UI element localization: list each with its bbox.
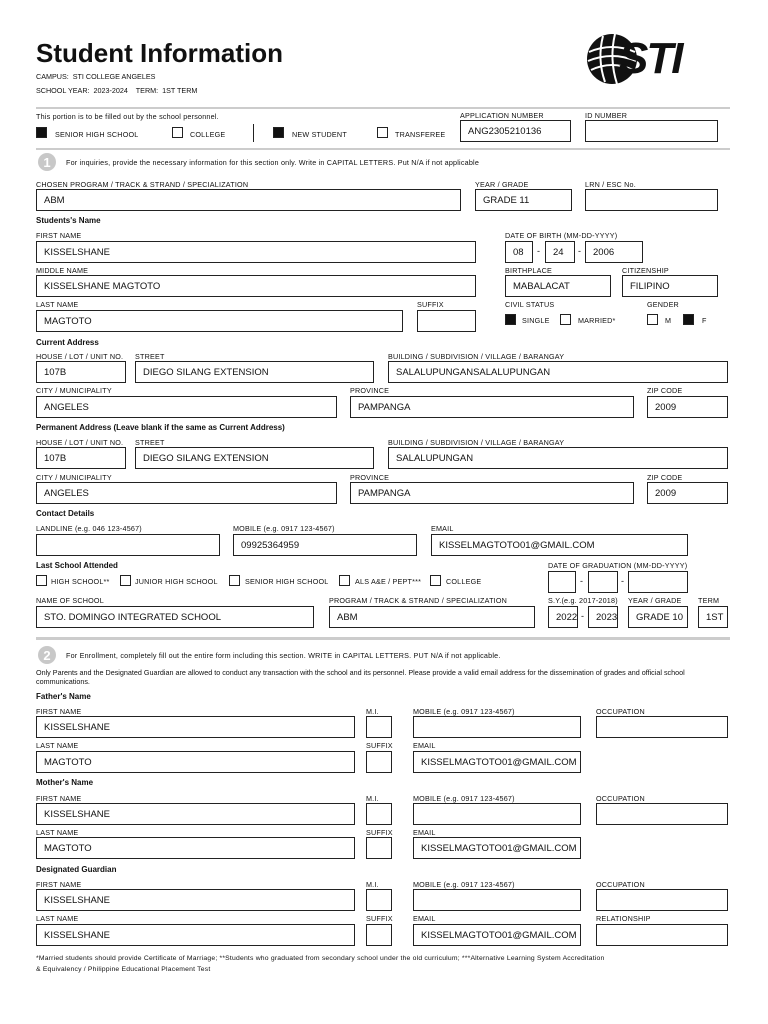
- current-house-label: HOUSE / LOT / UNIT NO.: [36, 352, 124, 361]
- hs-label: HIGH SCHOOL**: [51, 577, 110, 586]
- landline-label: LANDLINE (e.g. 046 123-4567): [36, 524, 142, 533]
- als-checkbox[interactable]: [339, 575, 350, 586]
- mother-last-name-field[interactable]: MAGTOTO: [36, 837, 355, 859]
- last-shs-checkbox[interactable]: [229, 575, 240, 586]
- program-label: CHOSEN PROGRAM / TRACK & STRAND / SPECIALIZATION: [36, 180, 249, 189]
- shs-checkbox[interactable]: [36, 127, 47, 138]
- father-first-name-field[interactable]: KISSELSHANE: [36, 716, 355, 738]
- guardian-suffix-label: SUFFIX: [366, 914, 393, 923]
- guardian-email-label: EMAIL: [413, 914, 436, 923]
- suffix-label: SUFFIX: [417, 300, 444, 309]
- college-checkbox[interactable]: [172, 127, 183, 138]
- mother-mi-label: M.I.: [366, 794, 379, 803]
- permanent-address-heading: Permanent Address (Leave blank if the same as Current Address): [36, 423, 285, 432]
- dash: -: [621, 576, 624, 586]
- mother-mobile-field[interactable]: [413, 803, 581, 825]
- gender-label: GENDER: [647, 300, 679, 309]
- guardian-occupation-field[interactable]: [596, 889, 728, 911]
- last-year-grade-field[interactable]: GRADE 10: [628, 606, 688, 628]
- permanent-street-label: STREET: [135, 438, 165, 447]
- guardian-last-name-field[interactable]: KISSELSHANE: [36, 924, 355, 946]
- current-street-field[interactable]: DIEGO SILANG EXTENSION: [135, 361, 374, 383]
- suffix-field[interactable]: [417, 310, 476, 332]
- mother-heading: Mother's Name: [36, 778, 94, 787]
- sti-logo: [585, 32, 701, 88]
- admin-note: This portion is to be filled out by the school personnel.: [36, 112, 219, 121]
- current-house-field[interactable]: 107B: [36, 361, 126, 383]
- campus-label: CAMPUS:: [36, 72, 69, 81]
- year-grade-label: YEAR / GRADE: [475, 180, 529, 189]
- father-suffix-field[interactable]: [366, 751, 392, 773]
- gender-m-label: M: [665, 316, 672, 325]
- father-mi-label: M.I.: [366, 707, 379, 716]
- id-number-field[interactable]: [585, 120, 718, 142]
- guardian-occupation-label: OCCUPATION: [596, 880, 645, 889]
- current-city-label: CITY / MUNICIPALITY: [36, 386, 112, 395]
- father-occupation-label: OCCUPATION: [596, 707, 645, 716]
- father-heading: Father's Name: [36, 692, 91, 701]
- section-1-badge: 1: [38, 153, 56, 171]
- gender-f-label: F: [702, 316, 707, 325]
- grad-year-field[interactable]: [628, 571, 688, 593]
- last-program-label: PROGRAM / TRACK & STRAND / SPECIALIZATION: [329, 596, 508, 605]
- last-program-field[interactable]: ABM: [329, 606, 535, 628]
- current-street-label: STREET: [135, 352, 165, 361]
- first-name-label: FIRST NAME: [36, 231, 82, 240]
- contact-heading: Contact Details: [36, 509, 95, 518]
- mother-suffix-label: SUFFIX: [366, 828, 393, 837]
- citizenship-field[interactable]: FILIPINO: [622, 275, 718, 297]
- last-term-label: TERM: [698, 596, 720, 605]
- id-number-label: ID NUMBER: [585, 111, 628, 120]
- permanent-building-label: BUILDING / SUBDIVISION / VILLAGE / BARANGAY: [388, 438, 565, 447]
- guardian-email-field[interactable]: KISSELMAGTOTO01@GMAIL.COM: [413, 924, 581, 946]
- permanent-city-field[interactable]: ANGELES: [36, 482, 337, 504]
- shs-label: SENIOR HIGH SCHOOL: [55, 130, 139, 139]
- dash: -: [581, 611, 584, 621]
- dob-year-field[interactable]: 2006: [585, 241, 643, 263]
- father-email-label: EMAIL: [413, 741, 436, 750]
- guardian-suffix-field[interactable]: [366, 924, 392, 946]
- dob-day-field[interactable]: 24: [545, 241, 575, 263]
- permanent-city-label: CITY / MUNICIPALITY: [36, 473, 112, 482]
- mother-suffix-field[interactable]: [366, 837, 392, 859]
- logo-text: STI: [619, 34, 682, 83]
- guardian-relationship-field[interactable]: [596, 924, 728, 946]
- current-province-field[interactable]: PAMPANGA: [350, 396, 634, 418]
- middle-name-label: MIDDLE NAME: [36, 266, 89, 275]
- father-mobile-field[interactable]: [413, 716, 581, 738]
- divider: [253, 124, 254, 142]
- single-checkbox[interactable]: [505, 314, 516, 325]
- lrn-label: LRN / ESC No.: [585, 180, 636, 189]
- permanent-province-label: PROVINCE: [350, 473, 390, 482]
- guardian-heading: Designated Guardian: [36, 865, 117, 874]
- current-zip-field[interactable]: 2009: [647, 396, 728, 418]
- transferee-label: TRANSFEREE: [395, 130, 446, 139]
- school-name-field[interactable]: STO. DOMINGO INTEGRATED SCHOOL: [36, 606, 314, 628]
- current-zip-label: ZIP CODE: [647, 386, 683, 395]
- guardian-last-name-label: LAST NAME: [36, 914, 79, 923]
- permanent-building-field[interactable]: SALALUPUNGAN: [388, 447, 728, 469]
- father-mobile-label: MOBILE (e.g. 0917 123-4567): [413, 707, 515, 716]
- grad-day-field[interactable]: [588, 571, 618, 593]
- mother-occupation-label: OCCUPATION: [596, 794, 645, 803]
- mother-occupation-field[interactable]: [596, 803, 728, 825]
- mother-first-name-field[interactable]: KISSELSHANE: [36, 803, 355, 825]
- single-label: SINGLE: [522, 316, 550, 325]
- last-college-checkbox[interactable]: [430, 575, 441, 586]
- permanent-zip-label: ZIP CODE: [647, 473, 683, 482]
- dash: -: [578, 246, 581, 256]
- last-college-label: COLLEGE: [446, 577, 482, 586]
- application-number-field[interactable]: ANG2305210136: [460, 120, 571, 142]
- last-name-label: LAST NAME: [36, 300, 79, 309]
- father-last-name-label: LAST NAME: [36, 741, 79, 750]
- school-year-label: SCHOOL YEAR:: [36, 86, 90, 95]
- transferee-checkbox[interactable]: [377, 127, 388, 138]
- current-building-field[interactable]: SALALUPUNGANSALALUPUNGAN: [388, 361, 728, 383]
- sy-label: S.Y.(e.g. 2017-2018): [548, 596, 618, 605]
- current-province-label: PROVINCE: [350, 386, 390, 395]
- graduation-date-label: DATE OF GRADUATION (MM-DD-YYYY): [548, 561, 688, 570]
- college-label: COLLEGE: [190, 130, 226, 139]
- year-grade-field[interactable]: GRADE 11: [475, 189, 572, 211]
- divider: [36, 148, 730, 150]
- new-student-label: NEW STUDENT: [292, 130, 347, 139]
- married-checkbox[interactable]: [560, 314, 571, 325]
- campus-value: STI COLLEGE ANGELES: [72, 72, 156, 81]
- divider: [36, 107, 730, 109]
- mobile-label: MOBILE (e.g. 0917 123-4567): [233, 524, 335, 533]
- campus-line: [36, 72, 155, 81]
- hs-checkbox[interactable]: [36, 575, 47, 586]
- mother-mobile-label: MOBILE (e.g. 0917 123-4567): [413, 794, 515, 803]
- section-2-instructions: For Enrollment, completely fill out the entire form including this section. WRITE in CAPITAL LETTERS. PUT N/A if not applicable.: [66, 651, 501, 660]
- dash: -: [580, 576, 583, 586]
- last-shs-label: SENIOR HIGH SCHOOL: [245, 577, 329, 586]
- jhs-checkbox[interactable]: [120, 575, 131, 586]
- father-mi-field[interactable]: [366, 716, 392, 738]
- last-name-field[interactable]: MAGTOTO: [36, 310, 403, 332]
- birthplace-label: BIRTHPLACE: [505, 266, 553, 275]
- mother-first-name-label: FIRST NAME: [36, 794, 82, 803]
- permanent-province-field[interactable]: PAMPANGA: [350, 482, 634, 504]
- grad-month-field[interactable]: [548, 571, 576, 593]
- email-label: EMAIL: [431, 524, 454, 533]
- mother-email-field[interactable]: KISSELMAGTOTO01@GMAIL.COM: [413, 837, 581, 859]
- guardian-mi-field[interactable]: [366, 889, 392, 911]
- father-last-name-field[interactable]: MAGTOTO: [36, 751, 355, 773]
- current-address-heading: Current Address: [36, 338, 99, 347]
- gender-f-checkbox[interactable]: [683, 314, 694, 325]
- guardian-mobile-label: MOBILE (e.g. 0917 123-4567): [413, 880, 515, 889]
- guardian-first-name-label: FIRST NAME: [36, 880, 82, 889]
- civil-status-label: CIVIL STATUS: [505, 300, 555, 309]
- dash: -: [537, 246, 540, 256]
- mobile-field[interactable]: 09925364959: [233, 534, 417, 556]
- father-first-name-label: FIRST NAME: [36, 707, 82, 716]
- als-label: ALS A&E / PEPT***: [355, 577, 422, 586]
- citizenship-label: CITIZENSHIP: [622, 266, 669, 275]
- school-year-value: 2023-2024: [93, 86, 128, 95]
- email-field[interactable]: KISSELMAGTOTO01@GMAIL.COM: [431, 534, 688, 556]
- mother-mi-field[interactable]: [366, 803, 392, 825]
- divider: [36, 637, 730, 640]
- mother-last-name-label: LAST NAME: [36, 828, 79, 837]
- sy-from-field[interactable]: 2022: [548, 606, 578, 628]
- father-occupation-field[interactable]: [596, 716, 728, 738]
- permanent-house-label: HOUSE / LOT / UNIT NO.: [36, 438, 124, 447]
- permanent-street-field[interactable]: DIEGO SILANG EXTENSION: [135, 447, 374, 469]
- last-year-grade-label: YEAR / GRADE: [628, 596, 682, 605]
- first-name-field[interactable]: KISSELSHANE: [36, 241, 476, 263]
- footnote-line-1: *Married students should provide Certificate of Marriage; **Students who graduated from secondary school under the old curriculum; ***Alternative Learning System Accreditation: [36, 955, 605, 962]
- term-label: TERM:: [135, 86, 159, 95]
- current-city-field[interactable]: ANGELES: [36, 396, 337, 418]
- section-1-instructions: For inquiries, provide the necessary information for this section only. Write in CAPITAL LETTERS. Put N/A if not applicable: [66, 158, 480, 167]
- term-value: 1ST TERM: [162, 86, 198, 95]
- gender-m-checkbox[interactable]: [647, 314, 658, 325]
- new-student-checkbox[interactable]: [273, 127, 284, 138]
- middle-name-field[interactable]: KISSELSHANE MAGTOTO: [36, 275, 476, 297]
- sy-to-field[interactable]: 2023: [588, 606, 618, 628]
- lrn-field[interactable]: [585, 189, 718, 211]
- school-year-line: [36, 86, 197, 95]
- current-building-label: BUILDING / SUBDIVISION / VILLAGE / BARANGAY: [388, 352, 565, 361]
- father-email-field[interactable]: KISSELMAGTOTO01@GMAIL.COM: [413, 751, 581, 773]
- jhs-label: JUNIOR HIGH SCHOOL: [135, 577, 218, 586]
- guardian-first-name-field[interactable]: KISSELSHANE: [36, 889, 355, 911]
- married-label: MARRIED*: [578, 316, 616, 325]
- birthplace-field[interactable]: MABALACAT: [505, 275, 611, 297]
- application-number-label: APPLICATION NUMBER: [460, 111, 544, 120]
- program-field[interactable]: ABM: [36, 189, 461, 211]
- footnote-line-2: & Equivalency / Philippine Educational Placement Test: [36, 966, 211, 973]
- mother-email-label: EMAIL: [413, 828, 436, 837]
- guardian-relationship-label: RELATIONSHIP: [596, 914, 651, 923]
- permanent-zip-field[interactable]: 2009: [647, 482, 728, 504]
- students-name-heading: Students's Name: [36, 216, 101, 225]
- father-suffix-label: SUFFIX: [366, 741, 393, 750]
- section-2-notice: Only Parents and the Designated Guardian are allowed to conduct any transaction with the school and its personnel. Please provide a valid email address for the dissemination of grades and official school communications.: [36, 668, 685, 686]
- permanent-house-field[interactable]: 107B: [36, 447, 126, 469]
- page-title: Student Information: [36, 38, 283, 68]
- school-name-label: NAME OF SCHOOL: [36, 596, 104, 605]
- guardian-mobile-field[interactable]: [413, 889, 581, 911]
- section-2-badge: 2: [38, 646, 56, 664]
- last-school-heading: Last School Attended: [36, 561, 118, 570]
- guardian-mi-label: M.I.: [366, 880, 379, 889]
- last-term-field[interactable]: 1ST: [698, 606, 728, 628]
- dob-label: DATE OF BIRTH (MM-DD-YYYY): [505, 231, 618, 240]
- landline-field[interactable]: [36, 534, 220, 556]
- dob-month-field[interactable]: 08: [505, 241, 533, 263]
